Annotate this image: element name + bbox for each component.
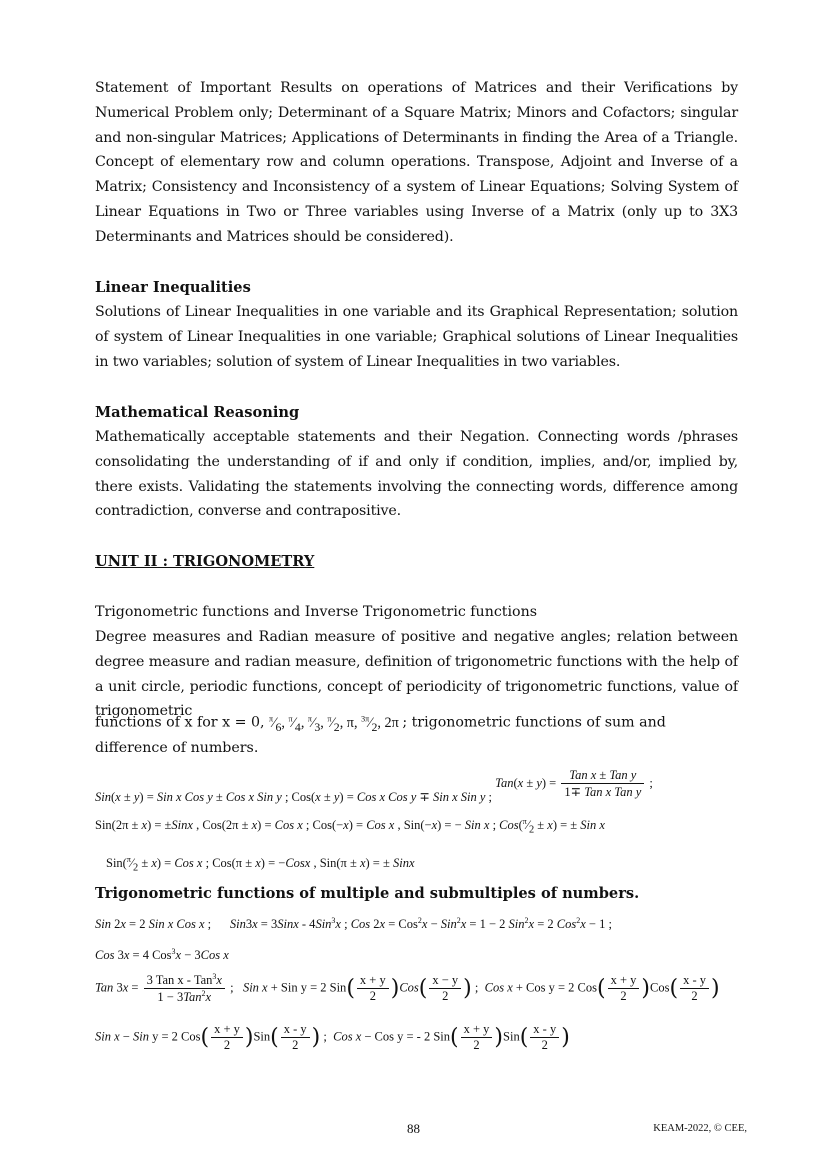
footer-copyright: KEAM-2022, © CEE,: [653, 1123, 747, 1134]
page-number: 88: [407, 1121, 420, 1136]
formula-sum-difference: Sin(x ± y) = Sin x Cos y ± Cos x Sin y ; Cos(x ± y) = Cos x Cos y ∓ Sin x Sin y ; Tan(x ± y) = Tan x ± Tan y 1∓ Tan x Tan y ;: [95, 768, 653, 804]
trig-values-line: [95, 707, 738, 739]
linear-inequalities-paragraph: Solutions of Linear Inequalities in one variable and its Graphical Representation; solution of system of Linear Inequalities in one variable; Graphical solutions of Linear Inequalities in two variables; solution of system of Linear Inequalities in two variables.: [95, 304, 738, 370]
mathematical-reasoning-heading: Mathematical Reasoning: [95, 404, 300, 421]
trig-paragraph: Degree measures and Radian measure of positive and negative angles; relation between degree measure and radian measure, definition of trigonometric functions with the help of a unit circle, periodic functions, concept of periodicity of trigonometric functions, value of trigonometric: [95, 629, 738, 720]
values-line-prefix: functions of x for x = 0,: [95, 714, 265, 731]
special-angle-values: $^\pi⁄_6$, $^\pi⁄_4$, $^\pi⁄_3$, $^\pi⁄_2$, π, $^{3\pi}⁄_2$, 2π: [269, 714, 403, 734]
unit-ii-heading: UNIT II : TRIGONOMETRY: [95, 553, 315, 570]
multiple-submultiple-heading: Trigonometric functions of multiple and submultiples of numbers.: [95, 885, 640, 902]
mathematical-reasoning-paragraph: Mathematically acceptable statements and their Negation. Connecting words /phrases consolidating the understanding of if and only if condition, implies, and/or, implied by, there exists. Validating the statements involving the connecting words, difference among contradiction, converse and contrapositive.: [95, 429, 738, 520]
trig-subheading: Trigonometric functions and Inverse Trigonometric functions: [95, 604, 537, 620]
linear-inequalities-heading: Linear Inequalities: [95, 279, 251, 296]
formula-cos-triple: Cos 3x = 4 Cos$^3$x − 3Cos x: [95, 947, 229, 963]
formula-complementary: $Sin(^\pi⁄_2 \pm x)$ = Cos x ; Cos(π ± x) = −Cosx , Sin(π ± x) = ± Sinx: [106, 855, 415, 874]
formula-periodic: Sin(2π ± x) = ±Sinx , Cos(2π ± x) = Cos x ; Cos(−x) = Cos x , Sin(−x) = − Sin x ; $Cos(^\pi⁄_2 \pm x)$ = ± Sin x: [95, 817, 605, 836]
formula-tan-triple-sum-to-product: Tan 3x = 3 Tan x - Tan$^3$x 1 − 3Tan$^2$x ; Sin x + Sin y = 2 Sin( $\frac{x + y}{2}$ )Cos( $\frac{x - y}{2}$ ) ; Cos x + Cos y = 2 Cos( $\frac{x + y}{2}$ )Cos( $\frac{x - y}{2}$ ): [95, 972, 720, 1005]
formula-difference-to-product: Sin x − Sin y = 2 Cos( $\frac{x + y}{2}$ )Sin( $\frac{x - y}{2}$ ) ; Cos x − Cos y = - 2 Sin( $\frac{x + y}{2}$ )Sin( $\frac{x - y}{2}$ ): [95, 1022, 570, 1052]
formula-double-triple: Sin 2x = 2 Sin x Cos x ; Sin3x = 3Sinx - 4Sin$^3$x ; Cos 2x = Cos$^2$x − Sin$^2$x = 1 − 2 Sin$^2$x = 2 Cos$^2$x − 1 ;: [95, 916, 612, 932]
values-line-suffix: ; trigonometric functions of sum and: [402, 714, 666, 731]
matrices-paragraph: Statement of Important Results on operations of Matrices and their Verifications by Numerical Problem only; Determinant of a Square Matrix; Minors and Cofactors; singular and non-singular Matrices; Applications of Determinants in finding the Area of a Triangle. Concept of elementary row and column operations. Transpose, Adjoint and Inverse of a Matrix; Consistency and Inconsistency of a system of Linear Equations; Solving System of Linear Equations in Two or Three variables using Inverse of a Matrix (only up to 3X3 Determinants and Matrices should be considered).: [95, 80, 738, 245]
values-line-end: difference of numbers.: [95, 740, 259, 756]
